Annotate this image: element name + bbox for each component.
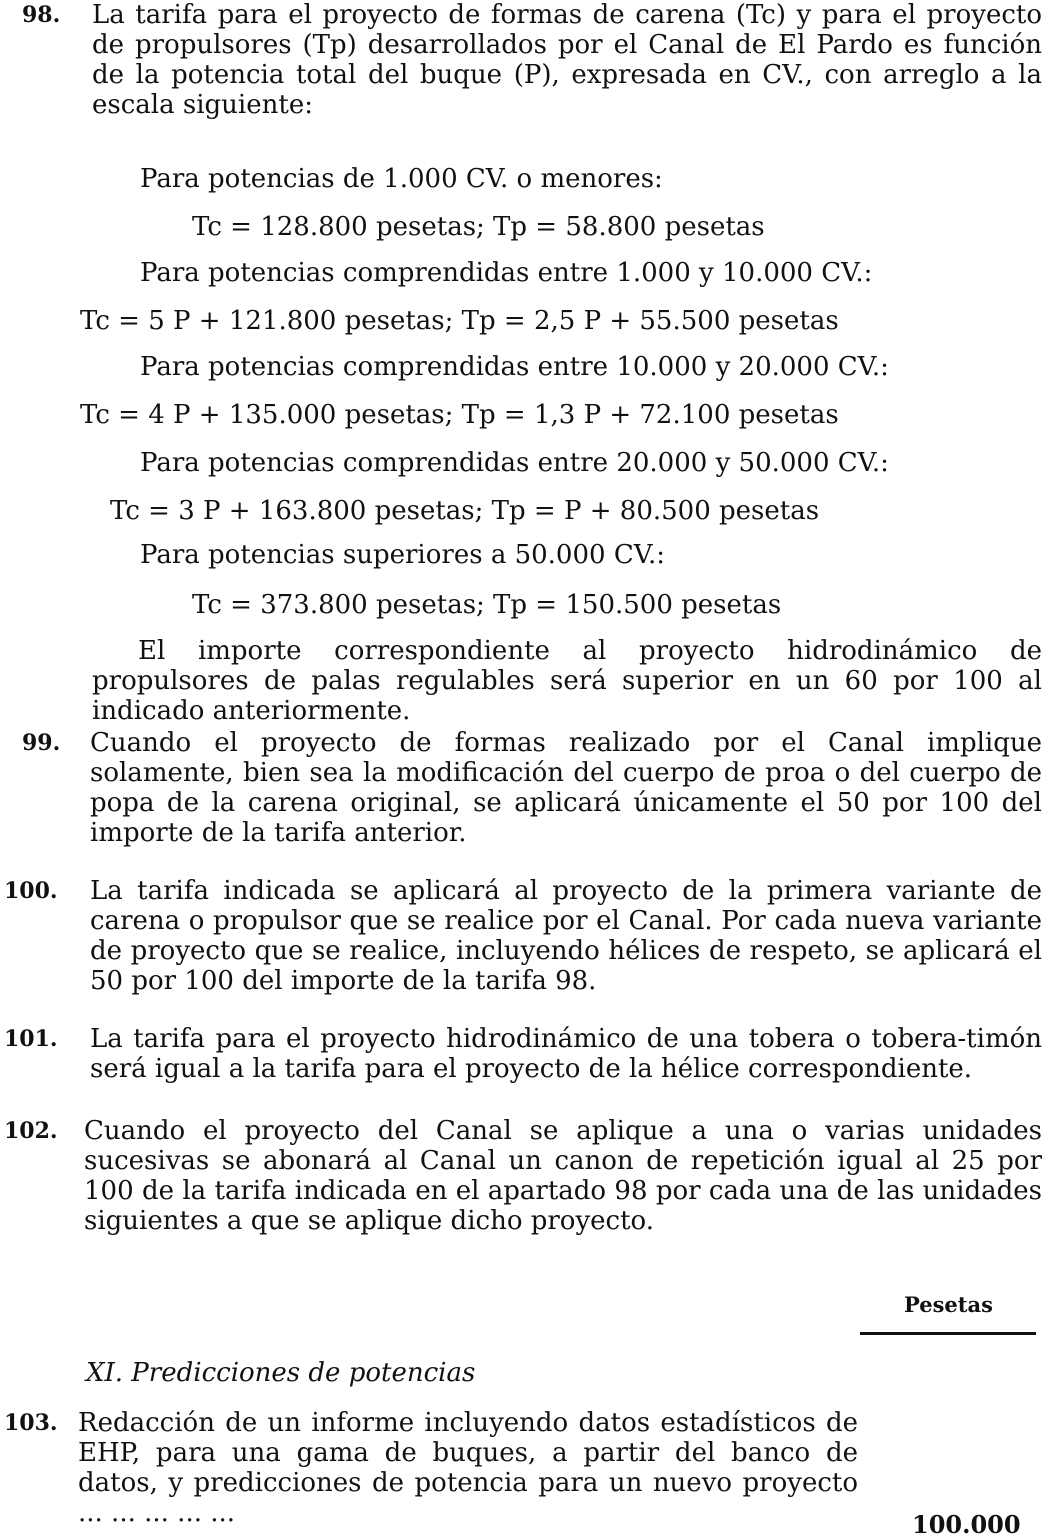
column-rule bbox=[860, 1332, 1036, 1335]
item-number: 103. bbox=[4, 1410, 58, 1436]
rate-formula: Tc = 3 P + 163.800 pesetas; Tp = P + 80.500 pesetas bbox=[110, 496, 820, 526]
item-102-text: Cuando el proyecto del Canal se aplique a una o varias unidades sucesivas se abonará al Canal un canon de repetición igual al 25 por 100 de la tarifa indicada en el apartado 98 por cada una de las unidades siguientes a que se aplique dicho proyecto. bbox=[84, 1116, 1042, 1236]
rate-formula: Tc = 373.800 pesetas; Tp = 150.500 pesetas bbox=[192, 590, 782, 620]
item-number: 100. bbox=[4, 878, 58, 904]
item-number: 102. bbox=[4, 1118, 58, 1144]
section-heading: XI. Predicciones de potencias bbox=[86, 1358, 476, 1388]
item-number: 99. bbox=[22, 730, 61, 756]
item-99-text: Cuando el proyecto de formas realizado por el Canal implique solamente, bien sea la modificación del cuerpo de proa o del cuerpo de popa de la carena original, se aplicará únicamente el 50 por 100 del importe de la tarifa anterior. bbox=[90, 728, 1042, 848]
item-101-text: La tarifa para el proyecto hidrodinámico de una tobera o tobera-timón será igual a la tarifa para el proyecto de la hélice correspondiente. bbox=[90, 1024, 1042, 1084]
rate-formula: Tc = 128.800 pesetas; Tp = 58.800 pesetas bbox=[192, 212, 765, 242]
rate-heading: Para potencias de 1.000 CV. o menores: bbox=[140, 164, 663, 194]
item-number: 101. bbox=[4, 1026, 58, 1052]
item-number: 98. bbox=[22, 2, 61, 28]
rate-formula: Tc = 4 P + 135.000 pesetas; Tp = 1,3 P + 72.100 pesetas bbox=[80, 400, 839, 430]
item-98-note: El importe correspondiente al proyecto hidrodinámico de propulsores de palas regulables será superior en un 60 por 100 al indicado anteriormente. bbox=[92, 636, 1042, 726]
rate-formula: Tc = 5 P + 121.800 pesetas; Tp = 2,5 P + 55.500 pesetas bbox=[80, 306, 839, 336]
pesetas-column-header: Pesetas bbox=[904, 1292, 993, 1317]
rate-heading: Para potencias comprendidas entre 1.000 y 10.000 CV.: bbox=[140, 258, 873, 288]
item-100-text: La tarifa indicada se aplicará al proyecto de la primera variante de carena o propulsor que se realice por el Canal. Por cada nueva variante de proyecto que se realice, incluyendo hélices de respeto, se aplicará el 50 por 100 del importe de la tarifa 98. bbox=[90, 876, 1042, 996]
rate-heading: Para potencias superiores a 50.000 CV.: bbox=[140, 540, 665, 570]
item-103-text: Redacción de un informe incluyendo datos estadísticos de EHP, para una gama de buques, a partir del banco de datos, y predicciones de potencia para un nuevo proyecto ... ... ... ... ... bbox=[78, 1408, 858, 1528]
rate-heading: Para potencias comprendidas entre 10.000 y 20.000 CV.: bbox=[140, 352, 889, 382]
item-98-text: La tarifa para el proyecto de formas de carena (Tc) y para el proyecto de propulsores (Tp) desarrollados por el Canal de El Pardo es función de la potencia total del buque (P), expresada en CV., con arreglo a la escala siguiente: bbox=[92, 0, 1042, 120]
rate-heading: Para potencias comprendidas entre 20.000 y 50.000 CV.: bbox=[140, 448, 889, 478]
item-103-amount: 100.000 bbox=[912, 1510, 1021, 1539]
